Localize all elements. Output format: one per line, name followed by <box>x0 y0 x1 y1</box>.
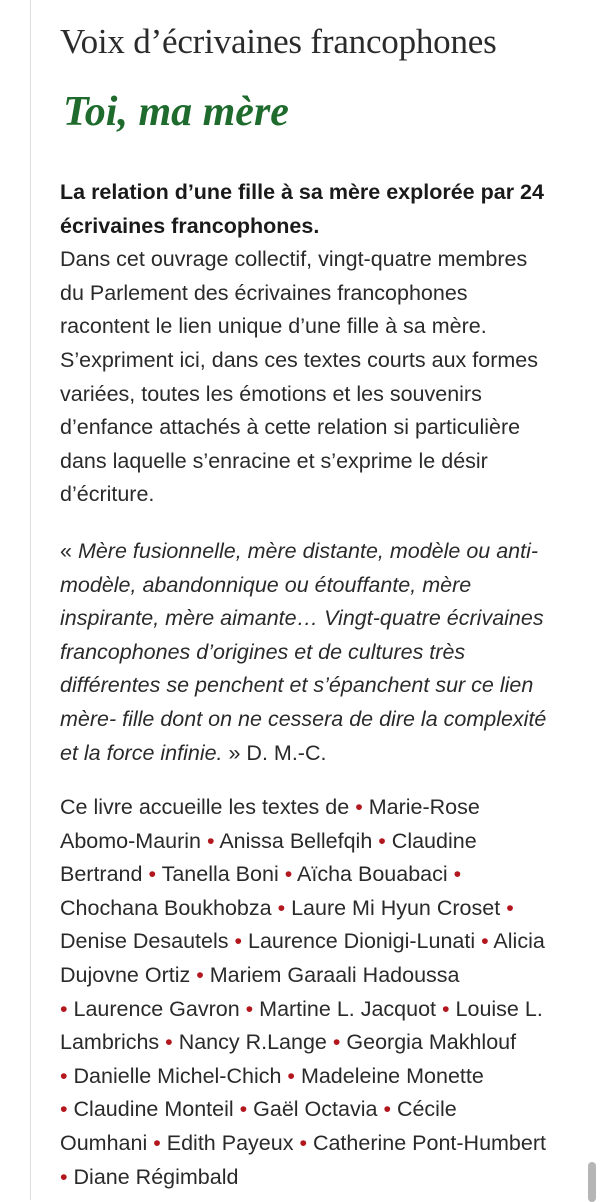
quote-attribution: » D. M.-C. <box>222 740 327 765</box>
author-name: Edith Payeux <box>166 1130 294 1155</box>
authors-line <box>60 1093 600 1127</box>
bullet-separator: • <box>383 1097 391 1122</box>
intro-line: variées, toutes les émotions et les souvenirs <box>60 381 482 406</box>
author-name: Aïcha Bouabaci <box>297 862 448 887</box>
bullet-separator: • <box>355 795 363 819</box>
author-name: Abomo-Maurin <box>60 828 201 853</box>
author-name: Bertrand <box>60 862 143 887</box>
quote-text: et la force infinie. <box>60 740 223 765</box>
authors-line <box>60 1026 600 1060</box>
book-title: Toi, ma mère <box>63 89 289 135</box>
quote-line <box>60 737 600 771</box>
authors-paragraph <box>60 791 600 1194</box>
bullet-separator: • <box>284 862 293 887</box>
author-name: Lambrichs <box>60 1030 160 1055</box>
author-name: Tanella Boni <box>161 862 279 887</box>
author-name: Gaël Octavia <box>253 1097 378 1122</box>
authors-intro: Ce livre accueille les textes de <box>60 795 350 819</box>
authors-line <box>60 791 600 825</box>
author-name: Laurence Dionigi-Lunati <box>248 929 476 954</box>
bullet-separator: • <box>453 862 462 887</box>
author-name: Laure Mi Hyun Croset <box>291 895 501 920</box>
authors-line <box>60 993 600 1027</box>
authors-line <box>60 1060 600 1094</box>
bullet-separator: • <box>299 1130 307 1155</box>
author-name: Danielle Michel-Chich <box>73 1063 282 1088</box>
bullet-separator: • <box>153 1130 161 1155</box>
author-name: Alicia <box>493 929 545 954</box>
intro-line: d’écriture. <box>60 482 155 507</box>
quote-paragraph <box>60 535 600 770</box>
intro-line: d’enfance attachés à cette relation si particulière <box>60 415 521 440</box>
quote-text: Mère fusionnelle, mère distante, modèle ou anti- <box>77 539 539 563</box>
authors-line <box>60 959 600 993</box>
quote-line: différentes se penchent et s’épanchent sur ce lien <box>60 673 534 698</box>
bullet-separator: • <box>148 862 156 887</box>
intro-line: S’expriment ici, dans ces textes courts aux formes <box>60 347 538 372</box>
bullet-separator: • <box>206 828 215 853</box>
bullet-separator: • <box>60 996 68 1021</box>
bullet-separator: • <box>277 895 286 920</box>
bullet-separator: • <box>332 1030 341 1055</box>
author-name: Cécile <box>396 1097 457 1122</box>
quote-line <box>60 535 600 569</box>
authors-line <box>60 858 600 892</box>
author-name: Dujovne Ortiz <box>60 962 191 987</box>
intro-line: Dans cet ouvrage collectif, vingt-quatre membres <box>60 247 528 272</box>
quote-line: modèle, abandonnique ou étouffante, mère <box>60 572 472 597</box>
quote-line: inspirante, mère aimante… Vingt-quatre écrivaines <box>60 606 544 631</box>
author-name: Martine L. Jacquot <box>259 996 437 1021</box>
author-name: Louise L. <box>455 996 543 1021</box>
author-name: Catherine Pont-Humbert <box>312 1130 546 1155</box>
intro-line: du Parlement des écrivaines francophones <box>60 280 468 305</box>
author-name: Diane Régimbald <box>73 1164 239 1189</box>
intro-line: racontent le lien unique d’une fille à sa mère. <box>60 314 487 339</box>
bullet-separator: • <box>481 929 489 954</box>
quote-line: mère- fille dont on ne cessera de dire la complexité <box>60 706 547 731</box>
bullet-separator: • <box>442 996 450 1021</box>
left-border-rule <box>30 0 31 1200</box>
bullet-separator: • <box>287 1063 295 1088</box>
author-name: Denise Desautels <box>60 929 229 954</box>
author-name: Nancy R.Lange <box>178 1030 327 1055</box>
intro-lead-line: La relation d’une fille à sa mère explorée par 24 <box>60 180 544 204</box>
bullet-separator: • <box>239 1097 248 1122</box>
authors-line <box>60 892 600 926</box>
authors-line <box>60 1127 600 1161</box>
bullet-separator: • <box>165 1030 173 1055</box>
intro-lead-line: écrivaines francophones. <box>60 213 320 238</box>
bullet-separator: • <box>234 929 243 954</box>
quote-open-mark: « <box>60 539 78 563</box>
bullet-separator: • <box>378 828 386 853</box>
intro-paragraph <box>60 176 600 512</box>
bullet-separator: • <box>245 996 254 1021</box>
quote-line: francophones d’origines et de cultures très <box>60 639 466 664</box>
author-name: Madeleine Monette <box>300 1063 484 1088</box>
author-name: Anissa Bellefqih <box>219 828 373 853</box>
author-name: Claudine <box>391 828 477 853</box>
author-name: Georgia Makhlouf <box>346 1030 517 1055</box>
authors-line <box>60 1161 600 1195</box>
intro-line: dans laquelle s’enracine et s’exprime le désir <box>60 448 488 473</box>
author-name: Mariem Garaali Hadoussa <box>209 962 460 987</box>
bullet-separator: • <box>196 962 204 987</box>
authors-line <box>60 925 600 959</box>
series-title: Voix d’écrivaines francophones <box>60 22 497 61</box>
author-name: Claudine Monteil <box>73 1097 234 1122</box>
bullet-separator: • <box>60 1097 68 1122</box>
bullet-separator: • <box>60 1164 68 1189</box>
authors-line <box>60 825 600 859</box>
author-name: Laurence Gavron <box>73 996 240 1021</box>
scrollbar-thumb[interactable] <box>588 1162 596 1202</box>
author-name: Marie-Rose <box>368 795 480 819</box>
bullet-separator: • <box>506 895 514 920</box>
author-name: Oumhani <box>60 1130 148 1155</box>
bullet-separator: • <box>60 1063 68 1088</box>
author-name: Chochana Boukhobza <box>60 895 272 920</box>
